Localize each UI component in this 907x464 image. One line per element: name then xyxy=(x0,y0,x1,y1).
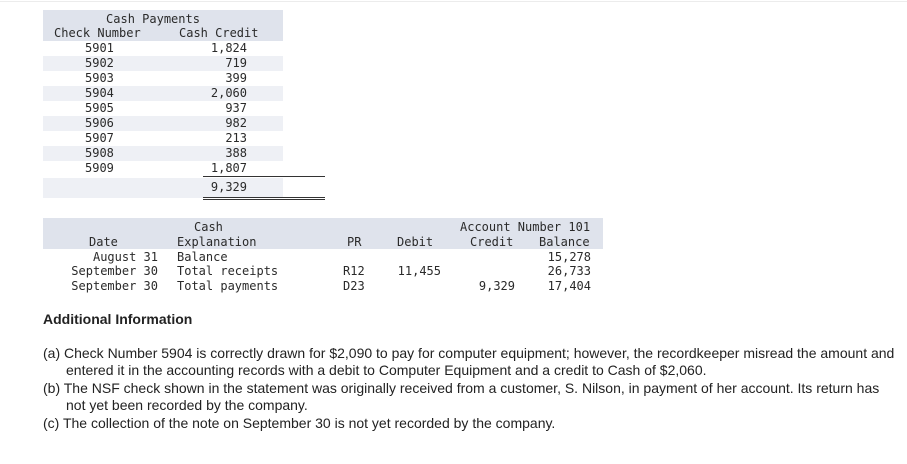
table-row xyxy=(43,101,283,116)
note-a: (a) Check Number 5904 is correctly drawn for $2,090 to pay for computer equipment; however, the recordkeeper misread the amount and entered it in the accounting records with a debit to Computer Equipment and a credit to Cash of $2,060. xyxy=(43,345,895,378)
subtotal-rule xyxy=(203,176,325,177)
table-row xyxy=(43,131,283,146)
cash-payments-header xyxy=(43,10,283,41)
ledger-credit: 9,329 xyxy=(478,279,515,293)
total-double-rule-bottom xyxy=(203,199,325,200)
cash-credit: 399 xyxy=(225,71,247,85)
table-row xyxy=(43,71,283,86)
cash-credit: 388 xyxy=(225,146,247,160)
cash-credit: 1,824 xyxy=(210,41,247,55)
check-number: 5901 xyxy=(85,41,114,55)
check-number: 5904 xyxy=(85,86,114,100)
cash-credit: 1,807 xyxy=(210,161,247,175)
table-row xyxy=(43,116,283,131)
note-b: (b) The NSF check shown in the statement was originally received from a customer, S. Nilson, in payment of her account. Its return has not yet been recorded by the company. xyxy=(43,380,880,413)
table-row xyxy=(43,56,283,71)
ledger-date: September 30 xyxy=(71,279,158,293)
table-row xyxy=(43,146,283,161)
check-number: 5909 xyxy=(85,161,114,175)
check-number: 5907 xyxy=(85,131,114,145)
cash-payments-table xyxy=(43,10,283,194)
ledger-pr: R12 xyxy=(343,264,365,278)
cash-credit-header: Cash Credit xyxy=(179,26,259,40)
pr-header: PR xyxy=(347,235,362,249)
check-number: 5902 xyxy=(85,56,114,70)
top-divider xyxy=(0,1,907,2)
ledger-date: August 31 xyxy=(92,250,158,264)
cash-credit: 213 xyxy=(225,131,247,145)
check-number: 5903 xyxy=(85,71,114,85)
additional-information-heading: Additional Information xyxy=(43,311,193,327)
ledger-date: September 30 xyxy=(71,264,158,278)
total-double-rule-top xyxy=(203,197,325,198)
check-number: 5905 xyxy=(85,101,114,115)
cash-payments-title: Cash Payments xyxy=(106,12,200,26)
table-row xyxy=(43,161,283,176)
table-row xyxy=(43,86,283,101)
cash-credit: 982 xyxy=(225,116,247,130)
ledger-pr: D23 xyxy=(343,279,365,293)
cash-credit: 937 xyxy=(225,101,247,115)
explanation-header: Explanation xyxy=(177,235,257,249)
ledger-explanation: Balance xyxy=(177,250,228,264)
ledger-title: Cash xyxy=(194,220,223,234)
date-header: Date xyxy=(89,235,118,249)
balance-header: Balance xyxy=(539,235,590,249)
account-number: Account Number 101 xyxy=(460,220,591,234)
cash-credit: 719 xyxy=(225,56,247,70)
ledger-balance: 15,278 xyxy=(547,250,591,264)
debit-header: Debit xyxy=(397,235,434,249)
additional-information-notes xyxy=(43,345,901,433)
cash-credit: 2,060 xyxy=(210,86,247,100)
check-number-header: Check Number xyxy=(54,26,141,40)
cash-ledger-account xyxy=(43,218,603,298)
note-c: (c) The collection of the note on September 30 is not yet recorded by the company. xyxy=(43,415,556,431)
check-number: 5906 xyxy=(85,116,114,130)
total-row-bg xyxy=(43,178,283,198)
ledger-balance: 26,733 xyxy=(547,264,591,278)
table-row xyxy=(43,41,283,56)
ledger-balance: 17,404 xyxy=(547,279,591,293)
ledger-explanation: Total payments xyxy=(177,279,279,293)
ledger-explanation: Total receipts xyxy=(177,264,279,278)
check-number: 5908 xyxy=(85,146,114,160)
cash-payments-total: 9,329 xyxy=(210,180,247,194)
ledger-debit: 11,455 xyxy=(397,264,441,278)
credit-header: Credit xyxy=(470,235,514,249)
